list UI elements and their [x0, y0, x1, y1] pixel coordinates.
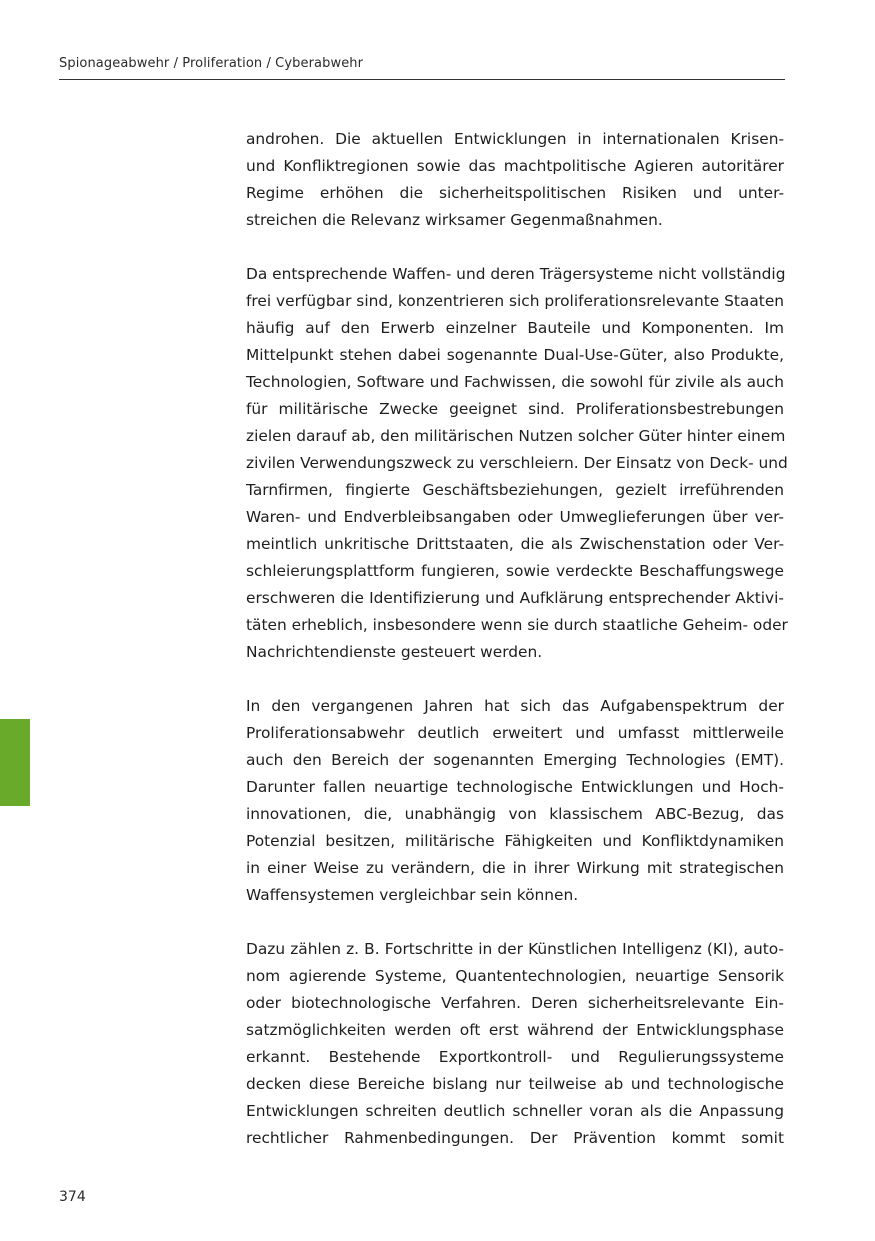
text-line: meintlich unkritische Drittstaaten, die als Zwischenstation oder Ver- [246, 535, 784, 553]
text-line: In den vergangenen Jahren hat sich das Aufgabenspektrum der [246, 697, 784, 715]
text-line: Potenzial besitzen, militärische Fähigkeiten und Konfliktdynamiken [246, 832, 784, 850]
header-divider [59, 79, 785, 80]
chapter-side-tab [0, 719, 30, 806]
text-line: oder biotechnologische Verfahren. Deren sicherheitsrelevante Ein- [246, 994, 784, 1012]
body-text [246, 126, 788, 1179]
page-number: 374 [59, 1189, 86, 1205]
text-line: Waren- und Endverbleibsangaben oder Umweglieferungen über ver- [246, 508, 784, 526]
text-line: schleierungsplattform fungieren, sowie verdeckte Beschaffungswege [246, 562, 784, 580]
text-line: in einer Weise zu verändern, die in ihrer Wirkung mit strategischen [246, 859, 784, 877]
text-line: Technologien, Software und Fachwissen, die sowohl für zivile als auch [246, 373, 784, 391]
text-line: Tarnfirmen, fingierte Geschäftsbeziehungen, gezielt irreführenden [246, 481, 784, 499]
text-line: zielen darauf ab, den militärischen Nutzen solcher Güter hinter einem [246, 427, 786, 445]
text-line: Da entsprechende Waffen- und deren Trägersysteme nicht vollständig [246, 265, 786, 283]
paragraph [246, 126, 784, 234]
text-line: frei verfügbar sind, konzentrieren sich proliferationsrelevante Staaten [246, 292, 785, 310]
text-line: nom agierende Systeme, Quantentechnologien, neuartige Sensorik [246, 967, 784, 985]
text-line: innovationen, die, unabhängig von klassischem ABC-Bezug, das [246, 805, 784, 823]
text-line: häufig auf den Erwerb einzelner Bauteile und Komponenten. Im [246, 319, 784, 337]
paragraph [246, 693, 784, 909]
text-line: Dazu zählen z. B. Fortschritte in der Künstlichen Intelligenz (KI), auto- [246, 940, 784, 958]
text-line: Darunter fallen neuartige technologische Entwicklungen und Hoch- [246, 778, 784, 796]
text-line: rechtlicher Rahmenbedingungen. Der Prävention kommt somit [246, 1129, 784, 1147]
paragraph [246, 936, 784, 1152]
text-line: täten erheblich, insbesondere wenn sie durch staatliche Geheim- oder [246, 616, 788, 634]
text-line: zivilen Verwendungszweck zu verschleiern. Der Einsatz von Deck- und [246, 454, 788, 472]
text-line: erschweren die Identifizierung und Aufklärung entsprechender Aktivi- [246, 589, 784, 607]
running-header: Spionageabwehr / Proliferation / Cyberabwehr [59, 56, 364, 71]
text-line: für militärische Zwecke geeignet sind. Proliferationsbestrebungen [246, 400, 784, 418]
paragraph [246, 261, 788, 666]
text-line: Nachrichtendienste gesteuert werden. [246, 643, 543, 661]
text-line: Mittelpunkt stehen dabei sogenannte Dual-Use-Güter, also Produkte, [246, 346, 784, 364]
text-line: androhen. Die aktuellen Entwicklungen in internationalen Krisen- [246, 130, 784, 148]
text-line: decken diese Bereiche bislang nur teilweise ab und technologische [246, 1075, 784, 1093]
text-line: und Konfliktregionen sowie das machtpolitische Agieren autoritärer [246, 157, 784, 175]
text-line: erkannt. Bestehende Exportkontroll- und Regulierungssysteme [246, 1048, 784, 1066]
text-line: auch den Bereich der sogenannten Emerging Technologies (EMT). [246, 751, 784, 769]
text-line: Entwicklungen schreiten deutlich schneller voran als die Anpassung [246, 1102, 784, 1120]
text-line: streichen die Relevanz wirksamer Gegenmaßnahmen. [246, 211, 663, 229]
text-line: Regime erhöhen die sicherheitspolitischen Risiken und unter- [246, 184, 784, 202]
text-line: Proliferationsabwehr deutlich erweitert und umfasst mittlerweile [246, 724, 784, 742]
text-line: satzmöglichkeiten werden oft erst während der Entwicklungsphase [246, 1021, 784, 1039]
text-line: Waffensystemen vergleichbar sein können. [246, 886, 579, 904]
